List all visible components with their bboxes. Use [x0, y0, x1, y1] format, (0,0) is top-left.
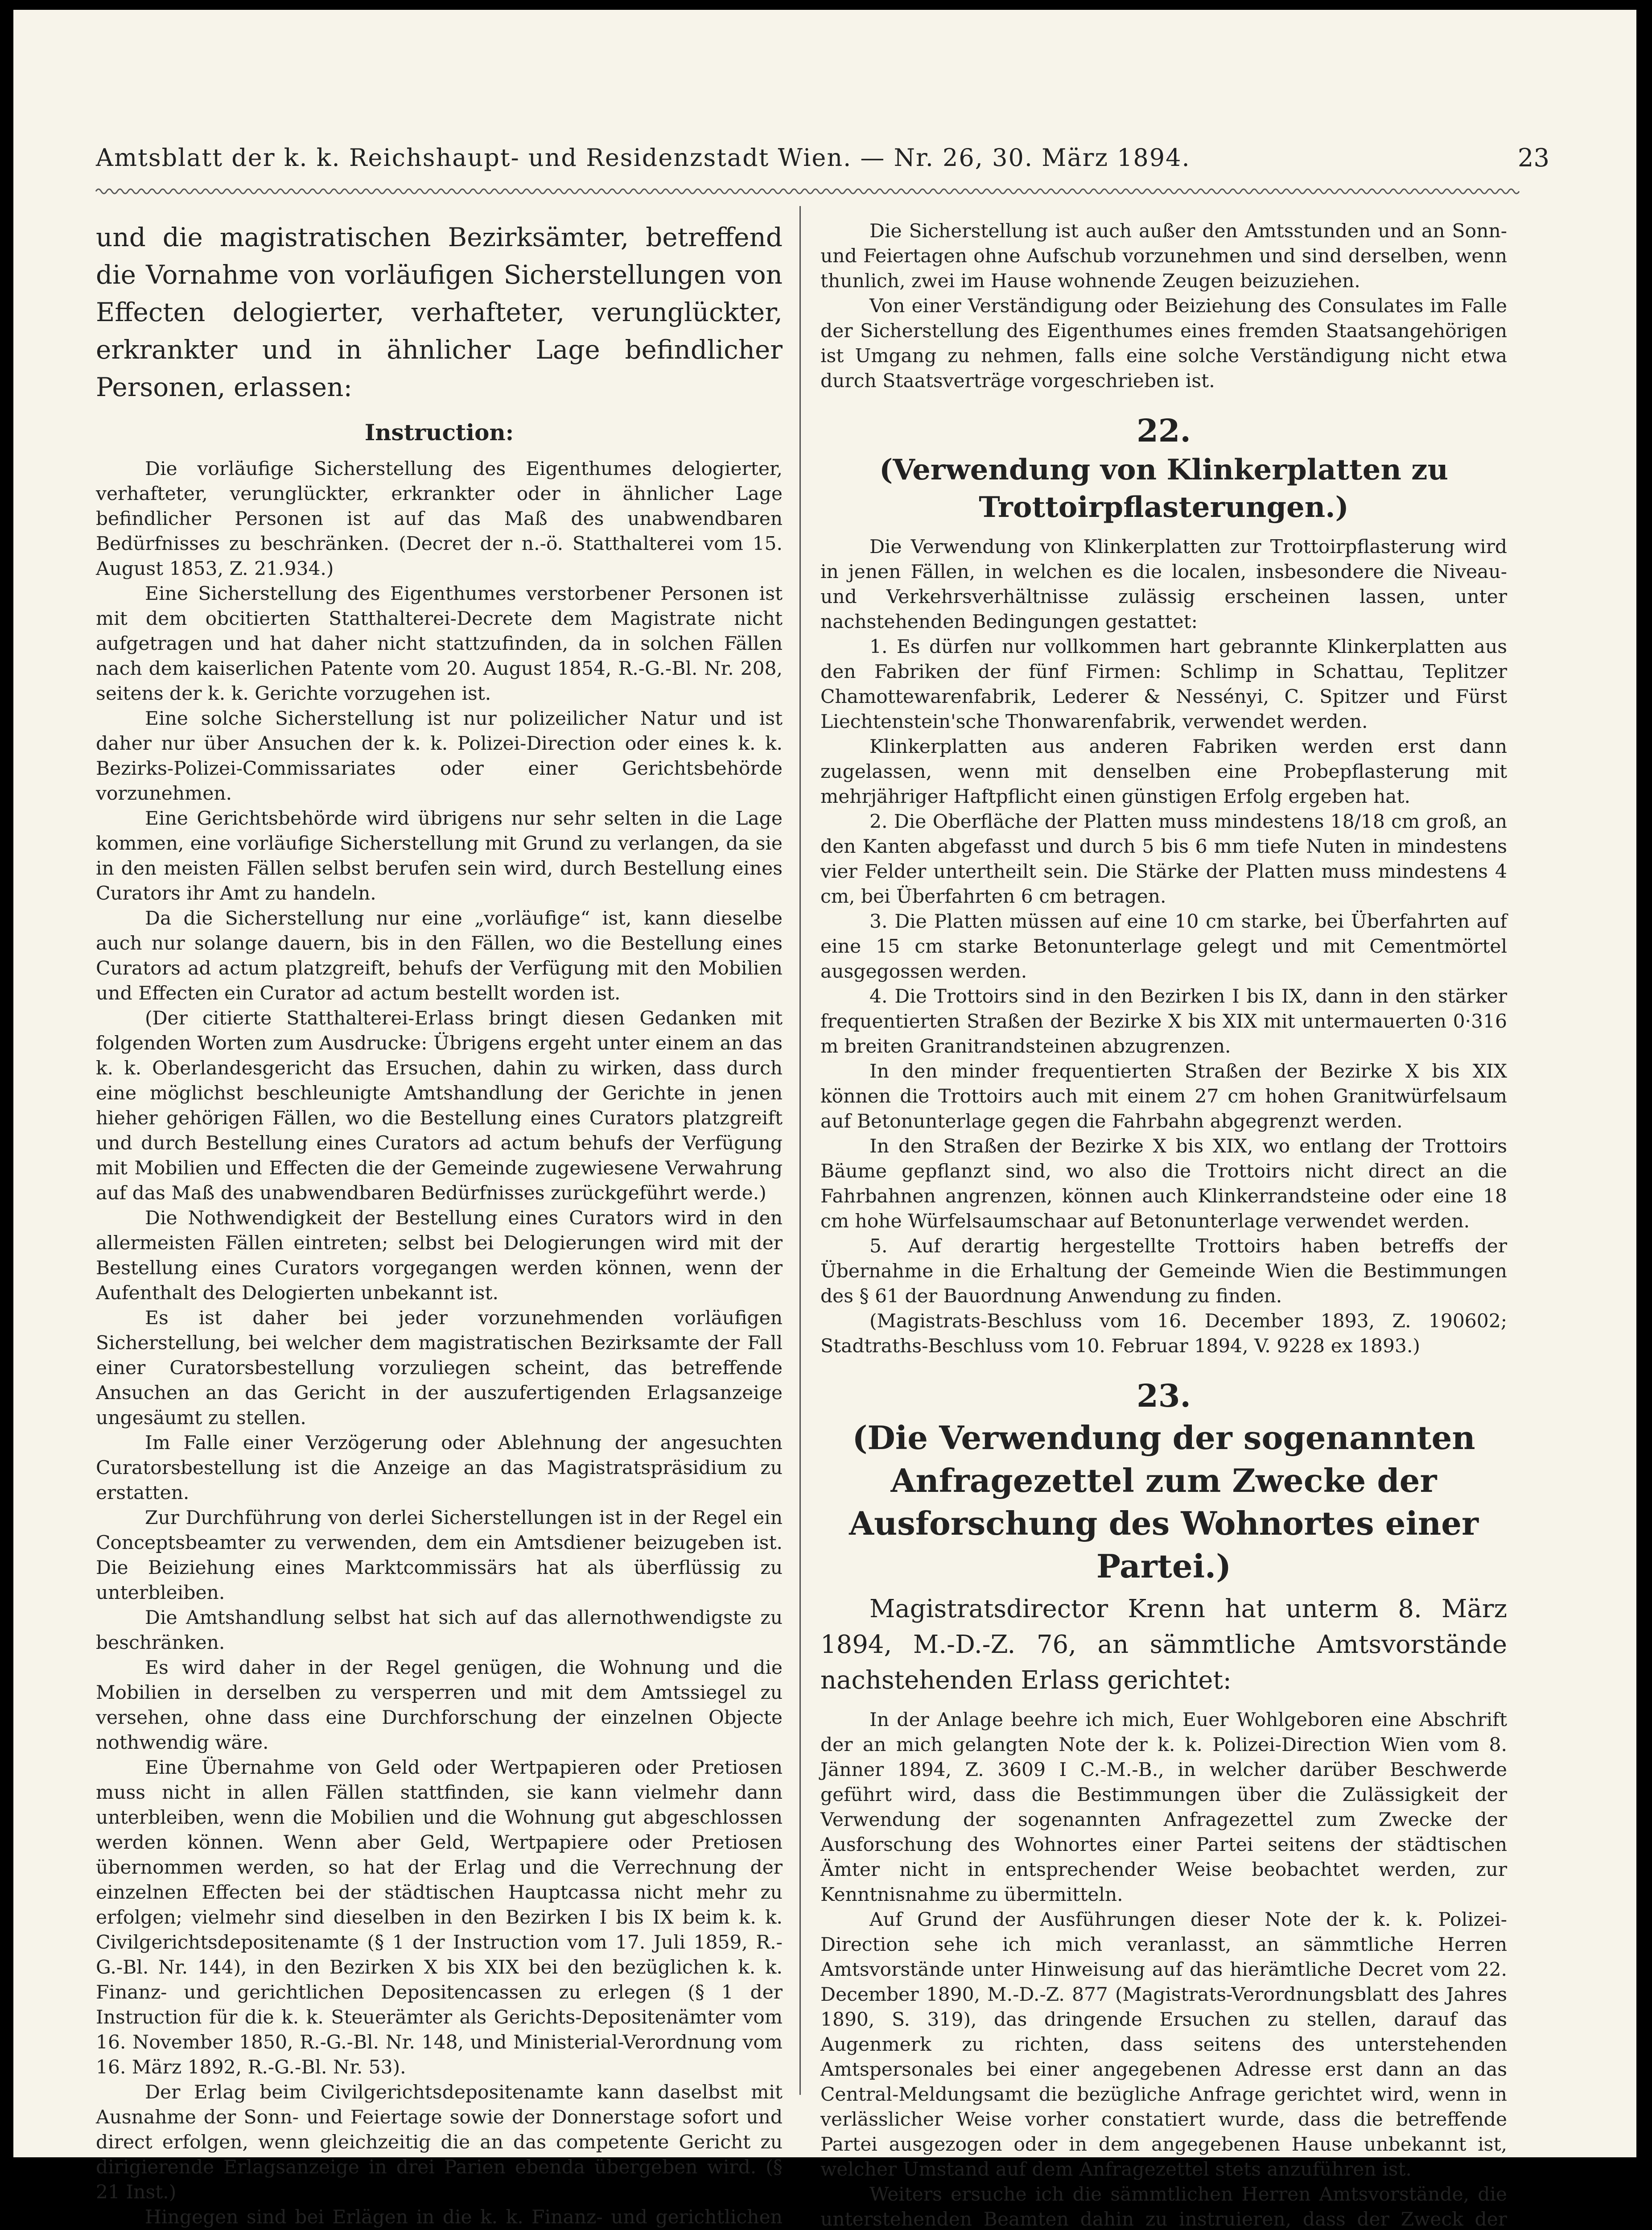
right-column	[820, 219, 1507, 2230]
paragraph: (Der citierte Statthalterei-Erlass bringt diesen Gedanken mit folgenden Worten zum Ausdrucke: Übrigens ergeht unter einem an das k. k. Oberlandesgericht das Ersuchen, dahin zu wirken, dass durch eine möglichst beschleunigte Amtshandlung der Gerichte in jenen hieher gehörigen Fällen, wo die Bestellung eines Curators platzgreift und durch Bestellung eines Curators ad actum behufs der Verfügung mit Mobilien und Effecten die der Gemeinde zugewiesene Verwahrung auf das Maß des unabwendbaren Bedürfnisses zurückgeführt werde.)	[96, 1007, 783, 1204]
paragraph: Klinkerplatten aus anderen Fabriken werden erst dann zugelassen, wenn mit denselben eine Probepflasterung mit mehrjähriger Haftpflicht einen günstigen Erfolg ergeben hat.	[820, 735, 1507, 807]
paragraph: Eine Übernahme von Geld oder Wertpapieren oder Pretiosen muss nicht in allen Fällen stattfinden, sie kann vielmehr dann unterbleiben, wenn die Mobilien und die Wohnung gut abgeschlossen werden können. Wenn aber Geld, Wertpapiere oder Pretiosen übernommen werden, so hat der Erlag und die Verrechnung der einzelnen Effecten bei der städtischen Hauptcassa nicht mehr zu erfolgen; vielmehr sind dieselben in den Bezirken I bis IX beim k. k. Civilgerichtsdepositenamte (§ 1 der Instruction vom 17. Juli 1859, R.-G.-Bl. Nr. 144), in den Bezirken X bis XIX bei den bezüglichen k. k. Finanz- und gerichtlichen Depositencassen zu erlegen (§ 1 der Instruction für die k. k. Steuerämter als Gerichts-Depositenämter vom 16. November 1850, R.-G.-Bl. Nr. 148, und Ministerial-Verordnung vom 16. März 1892, R.-G.-Bl. Nr. 53).	[96, 1756, 783, 2078]
paragraph: 2. Die Oberfläche der Platten muss mindestens 18/18 cm groß, an den Kanten abgefasst und durch 5 bis 6 mm tiefe Nuten in mindestens vier Felder untertheilt sein. Die Stärke der Platten muss mindestens 4 cm, bei Überfahrten 6 cm betragen.	[820, 810, 1507, 907]
paragraph: 3. Die Platten müssen auf eine 10 cm starke, bei Überfahrten auf eine 15 cm starke Betonunterlage gelegt und mit Cementmörtel ausgegossen werden.	[820, 910, 1507, 982]
paragraph: Eine solche Sicherstellung ist nur polizeilicher Natur und ist daher nur über Ansuchen der k. k. Polizei-Direction oder eines k. k. Bezirks-Polizei-Commissariates oder einer Gerichtsbehörde vorzunehmen.	[96, 707, 783, 804]
paragraph: 4. Die Trottoirs sind in den Bezirken I bis IX, dann in den stärker frequentierten Straßen der Bezirke X bis XIX mit untermauerten 0·316 m breiten Granitrandsteinen abzugrenzen.	[820, 985, 1507, 1057]
paragraph: In den Straßen der Bezirke X bis XIX, wo entlang der Trottoirs Bäume gepflanzt sind, wo also die Trottoirs nicht direct an die Fahrbahnen angrenzen, können auch Klinkerrandsteine oder eine 18 cm hohe Würfelsaumschaar auf Betonunterlage verwendet werden.	[820, 1135, 1507, 1232]
paragraph: 1. Es dürfen nur vollkommen hart gebrannte Klinkerplatten aus den Fabriken der fünf Firmen: Schlimp in Schattau, Teplitzer Chamottewarenfabrik, Lederer & Nessényi, C. Spitzer und Fürst Liechtenstein'sche Thonwarenfabrik, verwendet werden.	[820, 636, 1507, 732]
paragraph: Die Verwendung von Klinkerplatten zur Trottoirpflasterung wird in jenen Fällen, in welchen es die localen, insbesondere die Niveau- und Verkehrsverhältnisse zulässig erscheinen lassen, unter nachstehenden Bedingungen gestattet:	[820, 536, 1507, 632]
paragraph: Die vorläufige Sicherstellung des Eigenthumes delogierter, verhafteter, verunglückter, erkrankter oder in ähnlicher Lage befindlicher Personen ist auf das Maß des unabwendbaren Bedürfnisses zu beschränken. (Decret der n.-ö. Statthalterei vom 15. August 1853, Z. 21.934.)	[96, 458, 783, 579]
paragraph: Im Falle einer Verzögerung oder Ablehnung der angesuchten Curatorsbestellung ist die Anzeige an das Magistratspräsidium zu erstatten.	[96, 1432, 783, 1503]
paragraph: Weiters ersuche ich die sämmtlichen Herren Amtsvorstände, die unterstehenden Beamten dahin zu instruieren, dass der Zweck der	[820, 2183, 1507, 2230]
paragraph: Von einer Verständigung oder Beiziehung des Consulates im Falle der Sicherstellung des Eigenthumes eines fremden Staatsangehörigen ist Umgang zu nehmen, falls eine solche Verständigung nicht etwa durch Staatsverträge vorgeschrieben ist.	[820, 295, 1507, 392]
paragraph: 5. Auf derartig hergestellte Trottoirs haben betreffs der Übernahme in die Erhaltung der Gemeinde Wien die Bestimmungen des § 61 der Bauordnung Anwendung zu finden.	[820, 1235, 1507, 1307]
section-22-number: 22.	[1137, 412, 1191, 449]
header-wavy-rule	[96, 186, 1514, 197]
paragraph: Zur Durchführung von derlei Sicherstellungen ist in der Regel ein Conceptsbeamter zu verwenden, dem ein Amtsdiener beizugeben ist. Die Beiziehung eines Marktcommissärs hat als überflüssig zu unterbleiben.	[96, 1507, 783, 1603]
section-23-title: (Die Verwendung der sogenannten Anfragezettel zum Zwecke der Ausforschung des Wohnortes einer Partei.)	[849, 1419, 1479, 1585]
paragraph: In den minder frequentierten Straßen der Bezirke X bis XIX können die Trottoirs auch mit einem 27 cm hohen Granitwürfelsaum auf Betonunterlage gegen die Fahrbahn abgegrenzt werden.	[820, 1060, 1507, 1132]
paragraph: Da die Sicherstellung nur eine „vorläufige“ ist, kann dieselbe auch nur solange dauern, bis in den Fällen, wo die Bestellung eines Curators ad actum platzgreift, behufs der Verfügung mit den Mobilien und Effecten ein Curator ad actum bestellt worden ist.	[96, 907, 783, 1004]
intro-paragraph: und die magistratischen Bezirksämter, betreffend die Vornahme von vorläufigen Sicherstellungen von Effecten delogierter, verhafteter, verunglückter, erkrankter und in ähnlicher Lage befindlicher Personen, erlassen:	[96, 222, 783, 402]
paragraph: Die Nothwendigkeit der Bestellung eines Curators wird in den allermeisten Fällen eintreten; selbst bei Delogierungen wird mit der Bestellung eines Curators vorgegangen werden können, wenn der Aufenthalt des Delogierten unbekannt ist.	[96, 1207, 783, 1304]
column-divider	[799, 206, 801, 2095]
section-23-lead: Magistratsdirector Krenn hat unterm 8. März 1894, M.-D.-Z. 76, an sämmtliche Amtsvorstände nachstehenden Erlass gerichtet:	[820, 1594, 1507, 1695]
paragraph: In der Anlage beehre ich mich, Euer Wohlgeboren eine Abschrift der an mich gelangten Note der k. k. Polizei-Direction Wien vom 8. Jänner 1894, Z. 3609 I C.-M.-B., in welcher darüber Beschwerde geführt wird, dass die Bestimmungen über die Zulässigkeit der Verwendung der sogenannten Anfragezettel zum Zwecke der Ausforschung des Wohnortes einer Partei seitens der städtischen Ämter nicht in entsprechender Weise beobachtet werden, zur Kenntnisnahme zu übermitteln.	[820, 1709, 1507, 1905]
page-sheet	[13, 10, 1636, 2230]
section-22-title: (Verwendung von Klinkerplatten zu Trottoirpflasterungen.)	[879, 453, 1448, 524]
page-number: 23	[1517, 144, 1549, 173]
paragraph: Der Erlag beim Civilgerichtsdepositenamte kann daselbst mit Ausnahme der Sonn- und Feiertage sowie der Donnerstage sofort und direct erfolgen, wenn gleichzeitig die an das competente Gericht zu dirigierende Erlagsanzeige in drei Parien ebenda übergeben wird. (§ 21 Inst.)	[96, 2081, 783, 2203]
paragraph: Es ist daher bei jeder vorzunehmenden vorläufigen Sicherstellung, bei welcher dem magistratischen Bezirksamte der Fall einer Curatorsbestellung vorzuliegen scheint, das betreffende Ansuchen an das Gericht in der auszufertigenden Erlagsanzeige ungesäumt zu stellen.	[96, 1307, 783, 1429]
paragraph: Eine Sicherstellung des Eigenthumes verstorbener Personen ist mit dem obcitierten Statthalterei-Decrete dem Magistrate nicht aufgetragen und hat daher nicht stattzufinden, da in solchen Fällen nach dem kaiserlichen Patente vom 20. August 1854, R.-G.-Bl. Nr. 208, seitens der k. k. Gerichte vorzugehen ist.	[96, 582, 783, 704]
left-column	[96, 219, 783, 2230]
instruction-heading: Instruction:	[364, 419, 514, 446]
paragraph: Eine Gerichtsbehörde wird übrigens nur sehr selten in die Lage kommen, eine vorläufige Sicherstellung mit Grund zu verlangen, da sie in den meisten Fällen selbst berufen sein wird, durch Bestellung eines Curators ihr Amt zu handeln.	[96, 807, 783, 904]
running-header	[96, 139, 1549, 179]
paragraph: Hingegen sind bei Erlägen in die k. k. Finanz- und gerichtlichen	[145, 2206, 783, 2228]
paragraph: Die Amtshandlung selbst hat sich auf das allernothwendigste zu beschränken.	[96, 1606, 783, 1653]
paragraph: Auf Grund der Ausführungen dieser Note der k. k. Polizei-Direction sehe ich mich veranlasst, an sämmtliche Herren Amtsvorstände unter Hinweisung auf das hierämtliche Decret vom 22. December 1890, M.-D.-Z. 877 (Magistrats-Verordnungsblatt des Jahres 1890, S. 319), das dringende Ersuchen zu stellen, darauf das Augenmerk zu richten, dass seitens des unterstehenden Amtspersonales bei einer angegebenen Adresse erst dann an das Central-Meldungsamt die bezügliche Anfrage gerichtet wird, wenn in verlässlicher Weise vorher constatiert wurde, dass die betreffende Partei ausgezogen oder in dem angegebenen Hause unbekannt ist, welcher Umstand auf dem Anfragezettel stets anzuführen ist.	[820, 1908, 1507, 2180]
page	[96, 10, 1549, 2230]
section-23-number: 23.	[1137, 1377, 1191, 1414]
header-title: Amtsblatt der k. k. Reichshaupt- und Residenzstadt Wien. — Nr. 26, 30. März 1894.	[96, 144, 1191, 172]
paragraph: Es wird daher in der Regel genügen, die Wohnung und die Mobilien in derselben zu versperren und mit dem Amtssiegel zu versehen, ohne dass eine Durchforschung der einzelnen Objecte nothwendig wäre.	[96, 1656, 783, 1753]
paragraph: Die Sicherstellung ist auch außer den Amtsstunden und an Sonn- und Feiertagen ohne Aufschub vorzunehmen und sind derselben, wenn thunlich, zwei im Hause wohnende Zeugen beizuziehen.	[820, 220, 1507, 292]
paragraph: (Magistrats-Beschluss vom 16. December 1893, Z. 190602; Stadtraths-Beschluss vom 10. Februar 1894, V. 9228 ex 1893.)	[820, 1310, 1507, 1357]
